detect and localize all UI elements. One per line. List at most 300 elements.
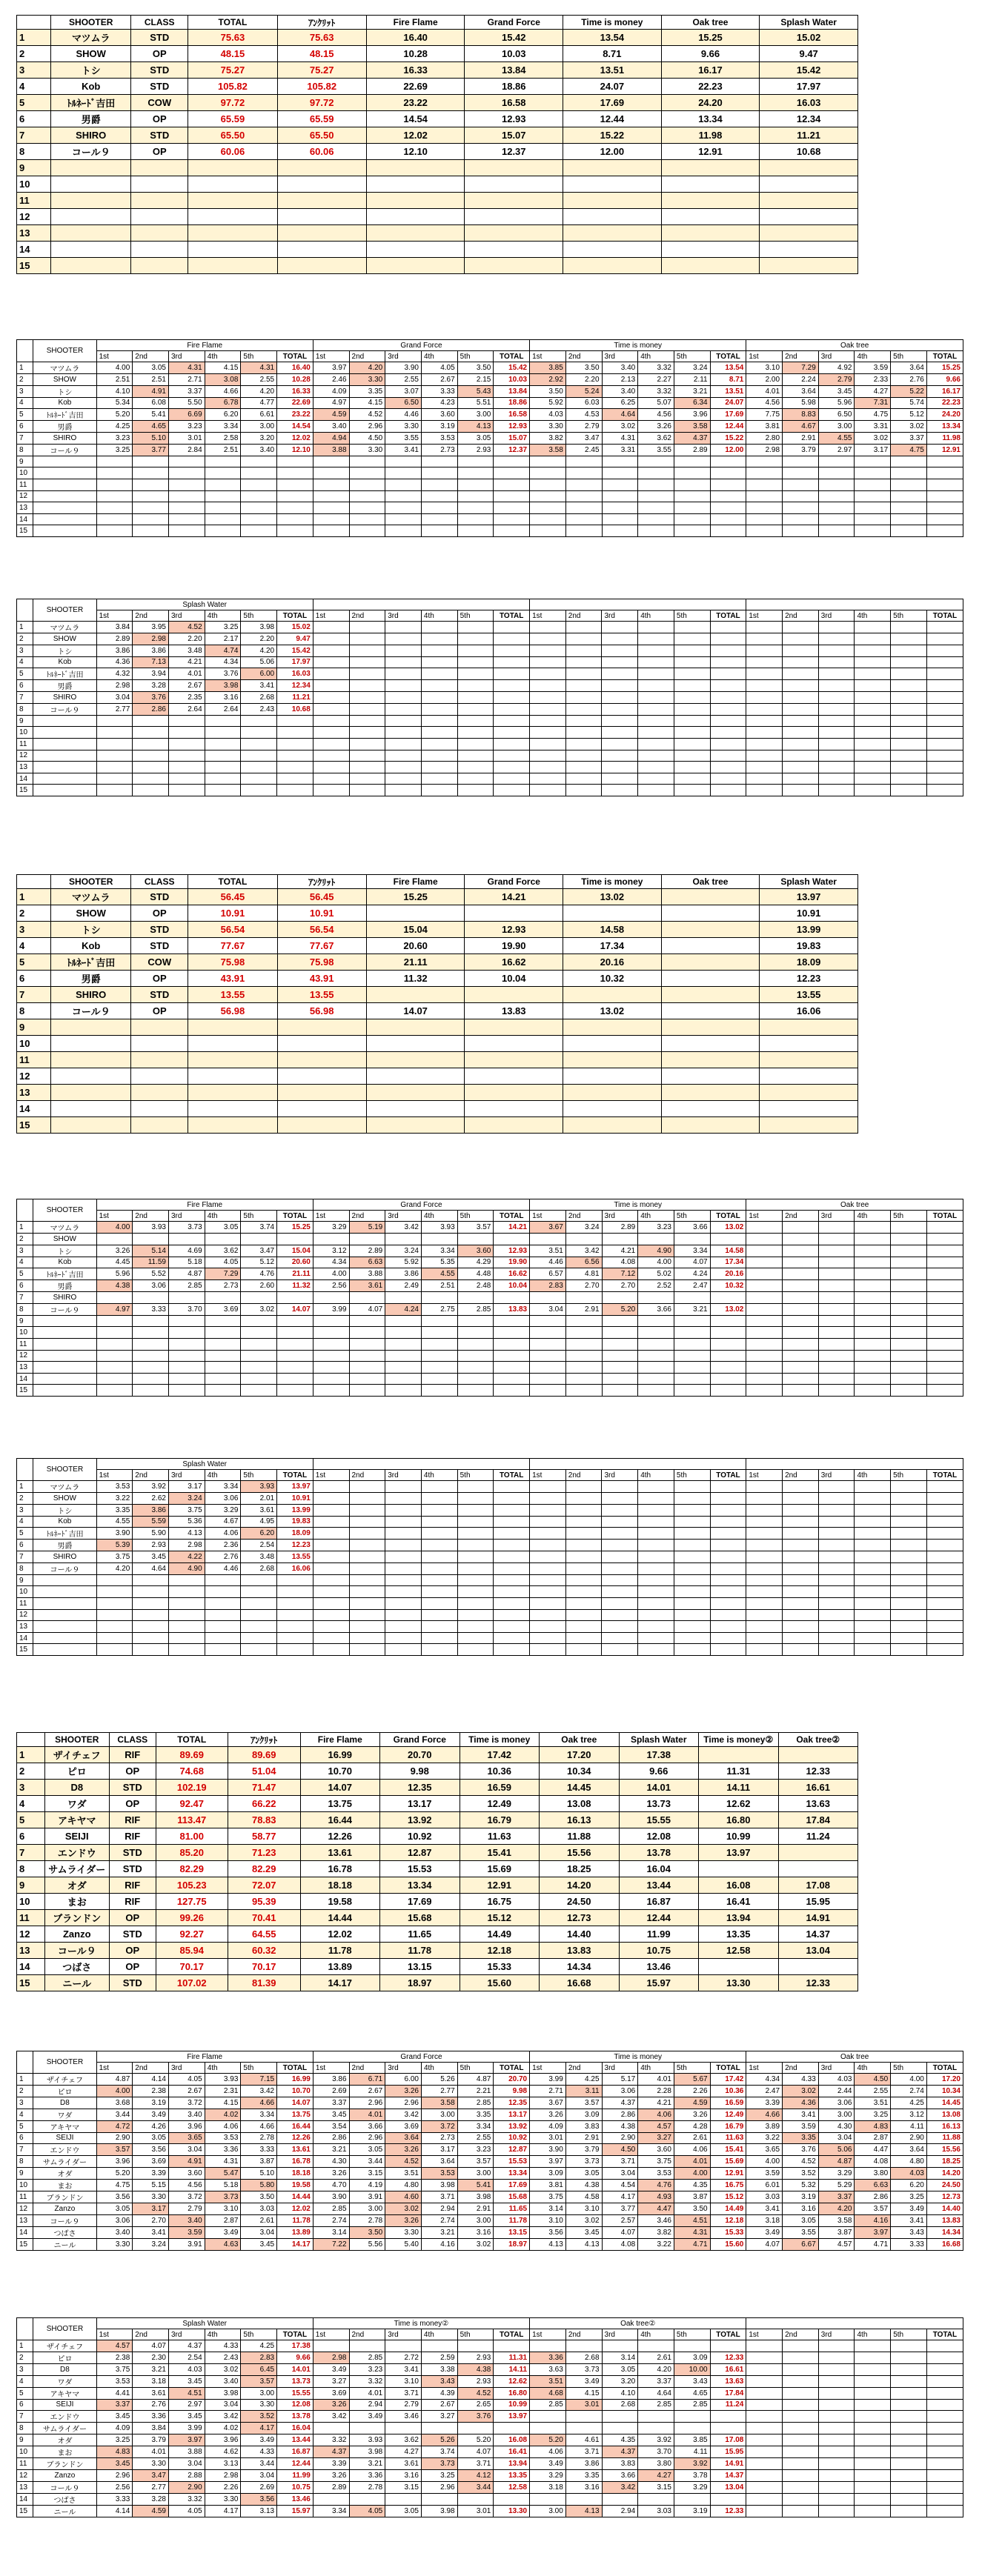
table-cell <box>133 1597 169 1609</box>
table-cell <box>638 633 674 645</box>
table-cell <box>638 762 674 773</box>
table-cell: 2 <box>17 374 33 386</box>
table-cell: 4.09 <box>96 2423 133 2434</box>
table-cell: 3.42 <box>602 2481 638 2493</box>
table-cell: 15.25 <box>926 362 963 374</box>
table-cell: 5.96 <box>818 397 855 409</box>
table-cell: 2.89 <box>349 1245 385 1257</box>
table-cell: 男爵 <box>33 421 96 433</box>
table-cell <box>818 1268 855 1280</box>
table-cell: 6.50 <box>818 409 855 421</box>
subheader: TOTAL <box>277 1470 313 1481</box>
table-cell: SEIJI <box>33 2132 96 2144</box>
table-cell: 4.35 <box>674 2180 710 2191</box>
table-cell: 14.45 <box>926 2097 963 2109</box>
table-cell <box>277 1327 313 1339</box>
table-cell <box>421 456 457 467</box>
table-cell: トシ <box>51 62 131 79</box>
table-cell: 3.44 <box>457 2481 494 2493</box>
table-cell: 60.32 <box>228 1943 301 1959</box>
summary-table <box>16 15 858 274</box>
table-cell <box>313 1632 349 1644</box>
table-cell: 17.42 <box>460 1747 540 1763</box>
table-cell: 15 <box>17 2505 33 2517</box>
table-cell: 8 <box>17 1003 51 1019</box>
table-cell: 4.00 <box>638 1257 674 1268</box>
table-cell: 4.22 <box>168 1551 205 1563</box>
table-cell <box>33 479 96 490</box>
subheader: 4th <box>638 1470 674 1481</box>
table-cell: 12.08 <box>277 2399 313 2411</box>
table-row <box>17 1845 858 1861</box>
table-cell <box>602 703 638 715</box>
group-header: Grand Force <box>313 340 529 351</box>
table-cell: 4.07 <box>602 2226 638 2238</box>
table-cell <box>638 467 674 479</box>
table-cell <box>349 1586 385 1598</box>
table-cell: 11 <box>17 1338 33 1350</box>
table-cell <box>565 738 602 750</box>
table-cell: 4.00 <box>313 1268 349 1280</box>
table-cell <box>926 502 963 514</box>
table-cell: 4.07 <box>746 2238 783 2250</box>
table-cell: 2 <box>17 2352 33 2364</box>
table-cell <box>891 1621 927 1633</box>
table-cell <box>710 525 746 537</box>
table-cell <box>602 1540 638 1551</box>
table-cell: 75.98 <box>277 954 366 971</box>
table-cell: 22.69 <box>277 397 313 409</box>
table-cell: 9.66 <box>926 374 963 386</box>
detail-table <box>16 1199 963 1397</box>
table-cell: 12.49 <box>710 2109 746 2120</box>
subheader: 3rd <box>818 1470 855 1481</box>
table-cell: 18.25 <box>540 1861 620 1877</box>
table-cell <box>661 242 760 258</box>
table-cell: 71.47 <box>228 1780 301 1796</box>
table-cell: 4.87 <box>457 2074 494 2086</box>
table-cell: 13 <box>17 2481 33 2493</box>
column-header: Grand Force <box>465 875 563 889</box>
table-cell <box>563 1117 662 1134</box>
table-cell: 3.04 <box>96 692 133 704</box>
table-cell <box>661 160 760 176</box>
table-cell: 4.63 <box>205 2238 241 2250</box>
table-cell: 4.16 <box>855 2214 891 2226</box>
header-row <box>17 1199 963 1211</box>
table-cell: 3.56 <box>133 2144 169 2156</box>
table-cell: ピロ <box>44 1763 110 1780</box>
table-row <box>17 30 858 46</box>
column-header: CLASS <box>131 875 188 889</box>
table-cell <box>783 2423 819 2434</box>
table-cell <box>33 785 96 796</box>
table-cell: 12.23 <box>760 971 858 987</box>
table-cell <box>421 680 457 692</box>
table-cell <box>674 479 710 490</box>
table-cell <box>710 1540 746 1551</box>
table-cell <box>602 1621 638 1633</box>
table-cell <box>385 1385 422 1397</box>
table-cell: 11 <box>17 479 33 490</box>
table-cell <box>277 1019 366 1036</box>
table-cell <box>783 2458 819 2470</box>
subheader: TOTAL <box>710 1211 746 1222</box>
table-cell <box>349 502 385 514</box>
table-row <box>17 1481 963 1493</box>
table-cell <box>818 1245 855 1257</box>
table-cell: 3 <box>17 1245 33 1257</box>
table-cell: 3.84 <box>133 2423 169 2434</box>
table-cell: STD <box>131 922 188 938</box>
table-cell: 3.58 <box>530 444 566 456</box>
table-cell <box>241 762 277 773</box>
table-cell: 3.35 <box>457 2109 494 2120</box>
table-cell <box>421 1493 457 1505</box>
table-cell: OP <box>131 1003 188 1019</box>
table-cell: 3.60 <box>457 1245 494 1257</box>
table-cell: 3.30 <box>96 2238 133 2250</box>
table-row <box>17 1926 858 1943</box>
table-cell <box>818 1504 855 1516</box>
table-cell: 10.34 <box>540 1763 620 1780</box>
table-cell <box>494 622 530 633</box>
table-cell <box>205 456 241 467</box>
table-cell <box>783 1493 819 1505</box>
table-cell <box>855 1373 891 1385</box>
table-cell: 3.26 <box>313 2168 349 2180</box>
table-cell <box>133 785 169 796</box>
table-cell <box>818 2340 855 2352</box>
table-cell <box>891 1597 927 1609</box>
table-cell: 95.39 <box>228 1894 301 1910</box>
table-row <box>17 2214 963 2226</box>
table-cell: 2.74 <box>313 2214 349 2226</box>
table-cell <box>51 242 131 258</box>
table-cell <box>385 1644 422 1656</box>
table-cell: 56.98 <box>188 1003 277 1019</box>
subheader: 4th <box>421 2329 457 2340</box>
table-cell: 4 <box>17 1257 33 1268</box>
table-cell <box>855 750 891 762</box>
table-cell <box>674 785 710 796</box>
table-cell: 3.45 <box>168 2375 205 2387</box>
table-cell <box>891 490 927 502</box>
table-cell: マツムラ <box>51 30 131 46</box>
table-cell <box>565 513 602 525</box>
table-cell: 2.43 <box>205 2352 241 2364</box>
table-cell <box>710 762 746 773</box>
table-cell <box>565 2423 602 2434</box>
table-cell <box>385 1551 422 1563</box>
subheader: 5th <box>457 1211 494 1222</box>
table-cell: 3.59 <box>855 362 891 374</box>
table-cell: 4 <box>17 2375 33 2387</box>
subheader: TOTAL <box>710 1470 746 1481</box>
table-cell <box>465 1019 563 1036</box>
table-cell: 6 <box>17 1280 33 1292</box>
table-cell: OP <box>131 905 188 922</box>
table-cell <box>926 2458 963 2470</box>
table-cell <box>349 773 385 785</box>
table-cell <box>131 1036 188 1052</box>
table-cell <box>168 1385 205 1397</box>
table-cell: 12.02 <box>300 1926 380 1943</box>
table-cell <box>457 1338 494 1350</box>
table-cell: 7 <box>17 1845 45 1861</box>
table-cell: 2.91 <box>565 1303 602 1315</box>
subheader: 2nd <box>349 2329 385 2340</box>
table-cell: 9.66 <box>277 2352 313 2364</box>
table-cell <box>277 160 366 176</box>
table-row <box>17 1562 963 1574</box>
group-header <box>746 2318 963 2329</box>
table-cell <box>565 762 602 773</box>
table-cell: 13.08 <box>926 2109 963 2120</box>
subheader: 5th <box>241 1470 277 1481</box>
table-cell: 3.02 <box>891 421 927 433</box>
table-cell: ワダ <box>44 1796 110 1812</box>
table-cell <box>746 490 783 502</box>
table-cell <box>313 1234 349 1245</box>
table-cell <box>926 2423 963 2434</box>
table-cell: 13.94 <box>699 1910 779 1926</box>
table-cell: 105.82 <box>188 79 277 95</box>
table-cell: 1 <box>17 1481 33 1493</box>
table-cell <box>277 225 366 242</box>
table-cell <box>385 645 422 656</box>
table-row <box>17 1019 858 1036</box>
table-cell <box>674 1350 710 1362</box>
table-cell: 3.41 <box>746 2203 783 2215</box>
table-cell <box>313 1338 349 1350</box>
table-cell <box>746 2399 783 2411</box>
table-row <box>17 668 963 680</box>
table-cell <box>783 1516 819 1528</box>
table-cell <box>818 1551 855 1563</box>
table-cell <box>746 1234 783 1245</box>
subheader: 1st <box>96 610 133 622</box>
table-cell <box>891 1245 927 1257</box>
table-cell: 11.63 <box>460 1828 540 1845</box>
table-cell <box>710 2340 746 2352</box>
table-cell: 3.72 <box>421 2120 457 2132</box>
table-cell: RIF <box>110 1894 156 1910</box>
table-cell <box>277 1362 313 1374</box>
table-cell: 3.57 <box>457 2156 494 2168</box>
table-cell: 3.97 <box>855 2226 891 2238</box>
table-cell: 3.32 <box>349 2375 385 2387</box>
table-cell: 4.31 <box>205 2156 241 2168</box>
table-cell <box>710 1385 746 1397</box>
detail-table <box>16 2317 963 2517</box>
table-cell <box>891 2352 927 2364</box>
table-cell <box>855 502 891 514</box>
table-cell <box>818 1338 855 1350</box>
table-cell <box>349 715 385 727</box>
table-cell: 16.61 <box>778 1780 858 1796</box>
table-cell <box>457 1644 494 1656</box>
subheader: 5th <box>457 1470 494 1481</box>
table-cell: 3.77 <box>602 2203 638 2215</box>
table-cell <box>710 668 746 680</box>
table-cell: アキヤマ <box>44 1812 110 1828</box>
table-cell: 5.07 <box>638 397 674 409</box>
table-cell: 4.27 <box>855 385 891 397</box>
table-cell <box>241 1621 277 1633</box>
table-cell <box>421 479 457 490</box>
table-cell <box>746 2411 783 2423</box>
table-cell: 3.66 <box>602 2470 638 2482</box>
table-cell: コール９ <box>51 1003 131 1019</box>
table-cell <box>746 1338 783 1350</box>
table-cell <box>277 1292 313 1304</box>
table-cell: 3.27 <box>313 2375 349 2387</box>
table-cell <box>674 750 710 762</box>
shooter-header: SHOOTER <box>33 2318 96 2340</box>
table-cell <box>465 1036 563 1052</box>
table-cell <box>638 1562 674 1574</box>
table-cell: 3.03 <box>241 2203 277 2215</box>
table-cell: 2.73 <box>421 444 457 456</box>
table-cell <box>855 703 891 715</box>
table-cell <box>277 762 313 773</box>
table-cell: 5.17 <box>602 2074 638 2086</box>
table-cell: 12.62 <box>699 1796 779 1812</box>
table-cell <box>188 1036 277 1052</box>
table-cell: 4.67 <box>783 421 819 433</box>
table-cell <box>818 633 855 645</box>
table-cell: 4.01 <box>674 2156 710 2168</box>
table-cell: 3.05 <box>457 433 494 445</box>
table-cell <box>563 193 662 209</box>
table-cell: 7.13 <box>133 656 169 668</box>
table-cell <box>661 1101 760 1117</box>
table-cell: 14.45 <box>540 1780 620 1796</box>
table-cell: 2.98 <box>96 680 133 692</box>
table-cell: 16.40 <box>366 30 465 46</box>
table-cell: 3.30 <box>205 2493 241 2505</box>
table-cell: 16.80 <box>494 2387 530 2399</box>
subheader: 1st <box>746 351 783 362</box>
table-cell <box>602 656 638 668</box>
table-cell: 3.45 <box>241 2238 277 2250</box>
table-cell: 2.47 <box>746 2086 783 2097</box>
table-cell: 2.85 <box>457 1303 494 1315</box>
table-cell: 3.90 <box>96 1528 133 1540</box>
subheader: 3rd <box>385 1470 422 1481</box>
table-cell: 3 <box>17 645 33 656</box>
table-cell <box>818 2375 855 2387</box>
table-cell: 3.76 <box>457 2411 494 2423</box>
table-cell: 6 <box>17 421 33 433</box>
table-cell <box>638 490 674 502</box>
table-cell: 4.75 <box>96 2180 133 2191</box>
table-cell: 3.89 <box>746 2120 783 2132</box>
table-cell <box>277 176 366 193</box>
subheader: 1st <box>530 610 566 622</box>
table-cell <box>241 1315 277 1327</box>
table-cell: 66.22 <box>228 1796 301 1812</box>
table-cell: 13.83 <box>465 1003 563 1019</box>
table-cell: 107.02 <box>156 1975 228 1991</box>
table-cell: 23.22 <box>277 409 313 421</box>
table-cell <box>457 1362 494 1374</box>
table-cell: 11.31 <box>494 2352 530 2364</box>
table-cell <box>51 1036 131 1052</box>
table-cell <box>96 1327 133 1339</box>
table-cell <box>494 1327 530 1339</box>
table-cell: 18.18 <box>300 1877 380 1894</box>
table-cell: 11.31 <box>699 1763 779 1780</box>
table-cell: 16.68 <box>926 2238 963 2250</box>
table-cell: 3.34 <box>313 2505 349 2517</box>
table-cell: 56.98 <box>277 1003 366 1019</box>
table-cell: 2.51 <box>421 1280 457 1292</box>
table-cell: 3.76 <box>783 2144 819 2156</box>
table-row <box>17 738 963 750</box>
table-cell: 3.96 <box>96 2156 133 2168</box>
table-row <box>17 1586 963 1598</box>
table-cell: 6 <box>17 2399 33 2411</box>
table-row <box>17 1350 963 1362</box>
table-cell <box>385 738 422 750</box>
table-cell <box>565 1528 602 1540</box>
table-cell: Kob <box>51 79 131 95</box>
table-cell: 12.37 <box>465 144 563 160</box>
table-cell <box>891 2446 927 2458</box>
table-cell <box>421 703 457 715</box>
table-cell: 4.37 <box>168 2340 205 2352</box>
table-cell <box>746 1327 783 1339</box>
table-cell: 4.08 <box>602 2238 638 2250</box>
table-cell: 65.50 <box>188 127 277 144</box>
table-cell <box>205 785 241 796</box>
table-cell <box>421 1528 457 1540</box>
table-cell: 12 <box>17 209 51 225</box>
table-cell <box>241 1574 277 1586</box>
subheader: 2nd <box>349 351 385 362</box>
table-cell: 15 <box>17 1117 51 1134</box>
table-cell: 3.48 <box>241 1551 277 1563</box>
table-cell <box>530 502 566 514</box>
table-cell: 4.52 <box>168 622 205 633</box>
table-cell: 12.10 <box>366 144 465 160</box>
table-cell: 3.83 <box>565 2120 602 2132</box>
table-cell <box>661 971 760 987</box>
table-cell <box>926 633 963 645</box>
table-cell: 3.45 <box>96 2411 133 2423</box>
table-cell <box>421 692 457 704</box>
table-cell <box>530 1315 566 1327</box>
table-cell <box>313 773 349 785</box>
table-row <box>17 242 858 258</box>
table-cell <box>926 692 963 704</box>
table-cell <box>926 2340 963 2352</box>
table-row <box>17 2156 963 2168</box>
table-cell <box>421 656 457 668</box>
table-cell <box>530 1292 566 1304</box>
table-cell: 2.51 <box>133 374 169 386</box>
table-cell: 3.66 <box>349 2120 385 2132</box>
table-cell: 11.59 <box>133 1257 169 1268</box>
table-cell: SHIRO <box>33 1551 96 1563</box>
table-cell: 10.91 <box>760 905 858 922</box>
table-cell <box>602 680 638 692</box>
table-cell: 11.78 <box>300 1943 380 1959</box>
table-cell <box>891 1327 927 1339</box>
table-cell <box>891 1574 927 1586</box>
